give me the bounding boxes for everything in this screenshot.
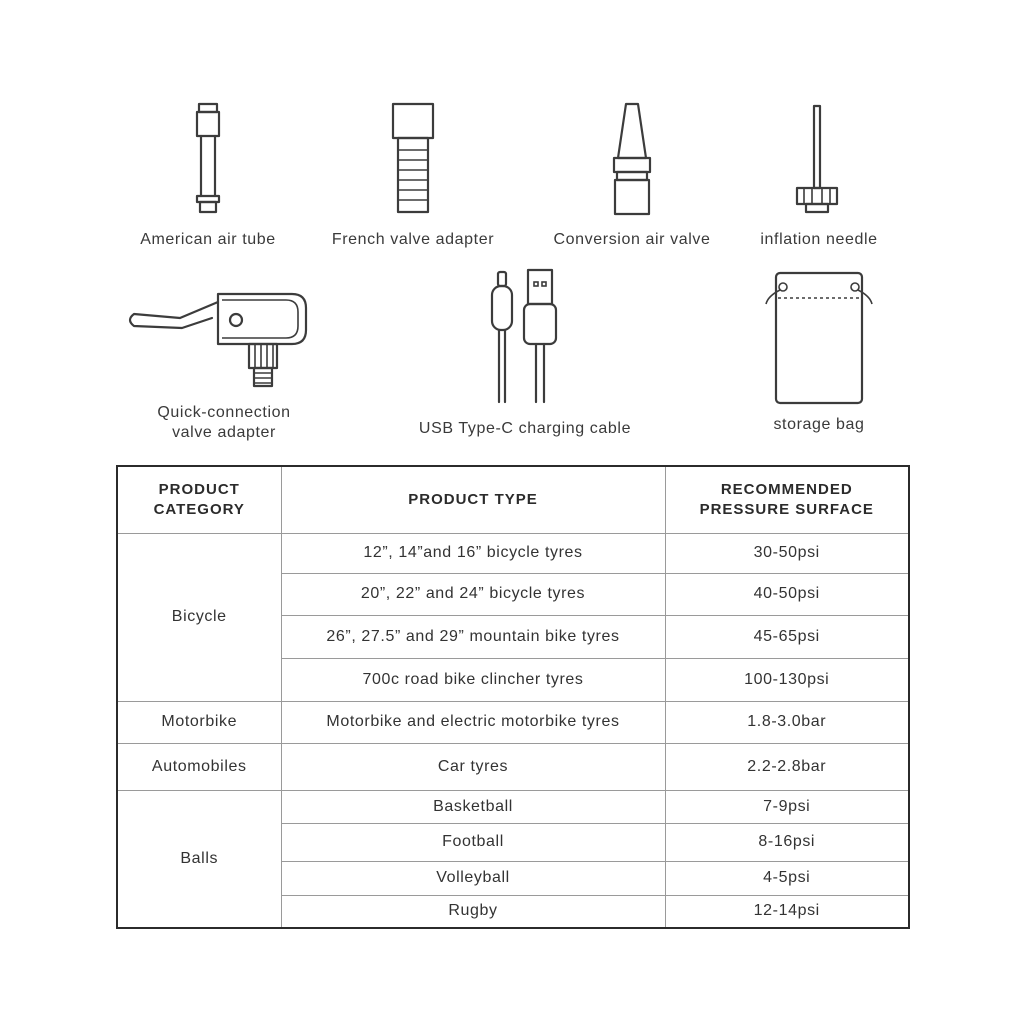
table-row xyxy=(117,533,909,573)
header-category-line1: PRODUCT xyxy=(158,480,240,498)
pressure-cell: 12-14psi xyxy=(665,895,909,928)
pressure-table xyxy=(116,465,910,929)
table-header-row xyxy=(117,466,909,533)
category-cell: Balls xyxy=(117,790,281,928)
product-type-cell: Volleyball xyxy=(281,861,665,895)
header-pressure-line1: RECOMMENDED xyxy=(720,480,853,498)
accessory-label: American air tube xyxy=(140,231,276,248)
header-category-line2: CATEGORY xyxy=(153,500,245,518)
accessory-label-line1: Quick-connection xyxy=(157,404,291,421)
table-row xyxy=(117,701,909,743)
pressure-cell: 40-50psi xyxy=(665,573,909,615)
pressure-cell: 100-130psi xyxy=(665,658,909,701)
accessory-label: French valve adapter xyxy=(331,231,495,248)
accessory-label-line2: valve adapter xyxy=(172,424,276,441)
product-type-cell: Motorbike and electric motorbike tyres xyxy=(281,701,665,743)
pressure-cell: 30-50psi xyxy=(665,533,909,573)
table-row xyxy=(117,790,909,823)
category-cell: Bicycle xyxy=(117,533,281,701)
accessory-label: Conversion air valve xyxy=(553,231,711,248)
header-pressure-line2: PRESSURE SURFACE xyxy=(699,500,874,518)
product-type-cell: 20”, 22” and 24” bicycle tyres xyxy=(281,573,665,615)
category-cell: Motorbike xyxy=(117,701,281,743)
header-recommended-pressure xyxy=(665,466,909,533)
product-type-cell: Basketball xyxy=(281,790,665,823)
accessory-label: inflation needle xyxy=(760,231,878,248)
product-type-cell: Rugby xyxy=(281,895,665,928)
header-product-type: PRODUCT TYPE xyxy=(281,466,665,533)
accessory-label: USB Type-C charging cable xyxy=(418,420,632,437)
table-row xyxy=(117,743,909,790)
product-type-cell: 700c road bike clincher tyres xyxy=(281,658,665,701)
pressure-cell: 45-65psi xyxy=(665,615,909,658)
pressure-cell: 1.8-3.0bar xyxy=(665,701,909,743)
category-cell: Automobiles xyxy=(117,743,281,790)
pressure-cell: 7-9psi xyxy=(665,790,909,823)
header-product-category xyxy=(117,466,281,533)
product-type-cell: 26”, 27.5” and 29” mountain bike tyres xyxy=(281,615,665,658)
pressure-cell: 4-5psi xyxy=(665,861,909,895)
product-type-cell: 12”, 14”and 16” bicycle tyres xyxy=(281,533,665,573)
product-type-cell: Football xyxy=(281,823,665,861)
product-type-cell: Car tyres xyxy=(281,743,665,790)
pressure-cell: 8-16psi xyxy=(665,823,909,861)
pressure-cell: 2.2-2.8bar xyxy=(665,743,909,790)
accessory-label: storage bag xyxy=(773,416,865,433)
